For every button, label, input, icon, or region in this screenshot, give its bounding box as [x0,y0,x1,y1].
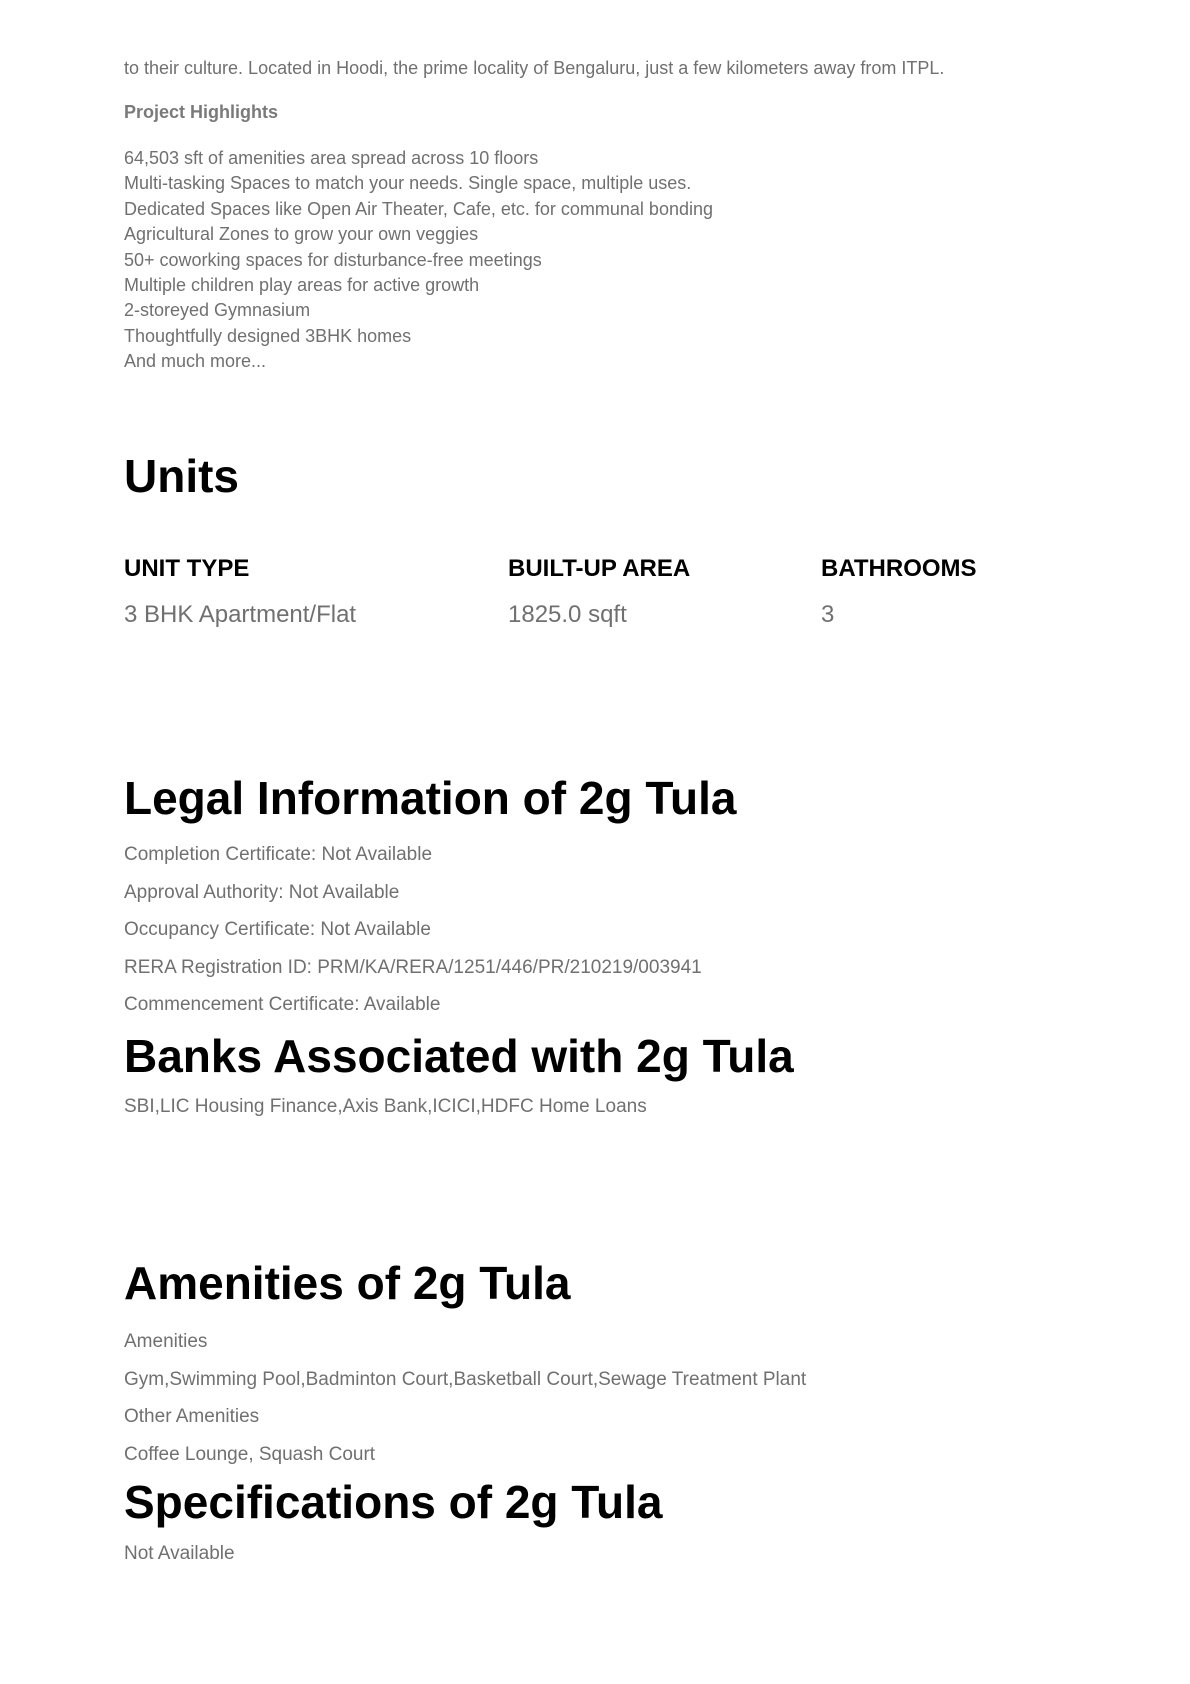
specifications-heading: Specifications of 2g Tula [124,1476,663,1528]
list-item: 2-storeyed Gymnasium [124,300,311,321]
project-highlights-heading: Project Highlights [124,102,279,122]
project-highlights-list [124,146,713,375]
list-item: 64,503 sft of amenities area spread across 10 floors [124,148,539,168]
other-amenities-value: Coffee Lounge, Squash Court [124,1443,376,1465]
list-item: Agricultural Zones to grow your own veggies [124,224,479,245]
column-header-unit-type: UNIT TYPE [124,555,250,582]
list-item: Approval Authority: Not Available [124,881,400,903]
list-item: Multi-tasking Spaces to match your needs. Single space, multiple uses. [124,173,692,194]
list-item: And much more... [124,351,267,372]
amenities-list [124,1323,806,1473]
list-item: Occupancy Certificate: Not Available [124,919,431,940]
units-heading: Units [124,450,239,502]
list-item: Dedicated Spaces like Open Air Theater, Cafe, etc. for communal bonding [124,198,713,219]
intro-text: to their culture. Located in Hoodi, the prime locality of Bengaluru, just a few kilometers away from ITPL. [124,58,945,78]
specifications-text: Not Available [124,1543,235,1564]
list-item: Commencement Certificate: Available [124,994,441,1015]
legal-information-heading: Legal Information of 2g Tula [124,772,737,824]
list-item: Multiple children play areas for active growth [124,275,480,296]
unit-type-cell: 3 BHK Apartment/Flat [124,601,357,628]
bathrooms-cell: 3 [821,601,835,628]
amenities-label: Amenities [124,1331,208,1352]
list-item: Completion Certificate: Not Available [124,844,433,865]
legal-information-list [124,836,702,1024]
built-up-area-cell: 1825.0 sqft [508,601,627,628]
other-amenities-label: Other Amenities [124,1406,260,1427]
amenities-heading: Amenities of 2g Tula [124,1257,571,1309]
list-item: 50+ coworking spaces for disturbance-free meetings [124,249,542,270]
column-header-built-up-area: BUILT-UP AREA [508,555,691,582]
amenities-value: Gym,Swimming Pool,Badminton Court,Basketball Court,Sewage Treatment Plant [124,1368,807,1390]
column-header-bathrooms: BATHROOMS [821,555,977,582]
banks-heading: Banks Associated with 2g Tula [124,1030,794,1082]
list-item: Thoughtfully designed 3BHK homes [124,325,412,346]
list-item: RERA Registration ID: PRM/KA/RERA/1251/446/PR/210219/003941 [124,956,702,978]
banks-list-text: SBI,LIC Housing Finance,Axis Bank,ICICI,HDFC Home Loans [124,1096,647,1117]
